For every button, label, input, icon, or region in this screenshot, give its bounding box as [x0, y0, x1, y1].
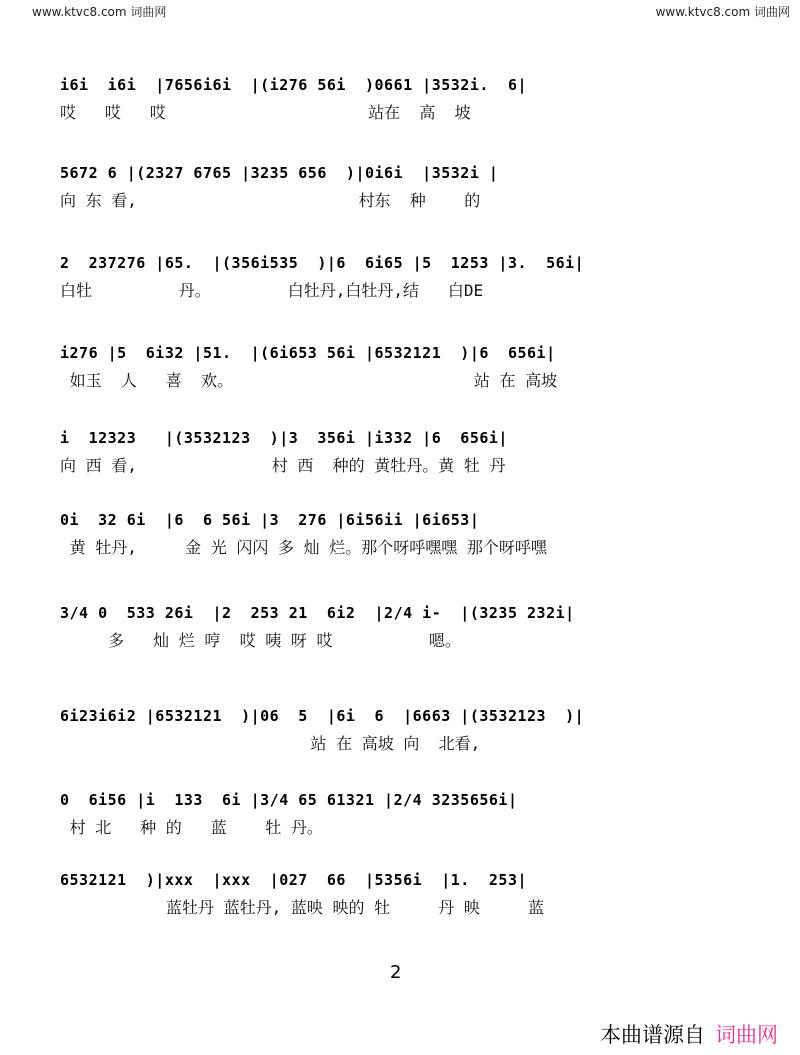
stave-lyrics: 多 灿 烂 哼 哎 咦 呀 哎 嗯。 — [60, 631, 461, 650]
stave-lyrics: 如玉 人 喜 欢。 站 在 高坡 — [60, 371, 558, 390]
stave-lyrics: 黄 牡丹, 金 光 闪闪 多 灿 烂。那个呀呼嘿嘿 那个呀呼嘿 — [60, 538, 547, 557]
footer-source — [600, 1019, 778, 1049]
stave-9 — [60, 787, 730, 839]
stave-notes: i6i i6i |7656i6i |(i276 56i )0661 |3532i. 6| — [60, 76, 528, 94]
stave-3 — [60, 250, 730, 302]
stave-8 — [60, 703, 730, 755]
stave-notes: 2 237276 |65. |(356i535 )|6 6i65 |5 1253 |3. 56i| — [60, 254, 585, 272]
stave-6 — [60, 507, 730, 559]
stave-10 — [60, 867, 730, 919]
header-site-left: www.ktvc8.com 词曲网 — [32, 5, 167, 19]
stave-lyrics: 蓝牡丹 蓝牡丹, 蓝映 映的 牡 丹 映 蓝 — [60, 898, 545, 917]
stave-notes: 6i23i6i2 |6532121 )|06 5 |6i 6 |6663 |(3532123 )| — [60, 707, 585, 725]
stave-lyrics: 向 东 看, 村东 种 的 — [60, 191, 481, 210]
stave-notes: i276 |5 6i32 |51. |(6i653 56i |6532121 )|6 656i| — [60, 344, 556, 362]
stave-lyrics: 站 在 高坡 向 北看, — [60, 734, 481, 753]
stave-notes: 3/4 0 533 26i |2 253 21 6i2 |2/4 i- |(3235 232i| — [60, 604, 575, 622]
stave-4 — [60, 340, 730, 392]
footer-brand[interactable]: 词曲网 — [715, 1023, 778, 1047]
stave-lyrics: 村 北 种 的 蓝 牡 丹。 — [60, 818, 323, 837]
page-number: 2 — [390, 962, 402, 983]
stave-1 — [60, 72, 730, 124]
stave-lyrics: 哎 哎 哎 站在 高 坡 — [60, 103, 471, 122]
stave-lyrics: 向 西 看, 村 西 种的 黄牡丹。黄 牡 丹 — [60, 456, 506, 475]
stave-notes: i 12323 |(3532123 )|3 356i |i332 |6 656i| — [60, 429, 508, 447]
stave-5 — [60, 425, 730, 477]
stave-7 — [60, 600, 730, 652]
footer-label: 本曲谱源自 — [600, 1023, 705, 1047]
stave-notes: 6532121 )|xxx |xxx |027 66 |5356i |1. 253| — [60, 871, 528, 889]
stave-notes: 5672 6 |(2327 6765 |3235 656 )|0i6i |3532i | — [60, 164, 499, 182]
header-site-right: www.ktvc8.com 词曲网 — [655, 5, 790, 19]
stave-2 — [60, 160, 730, 212]
stave-notes: 0i 32 6i |6 6 56i |3 276 |6i56ii |6i653| — [60, 511, 480, 529]
stave-notes: 0 6i56 |i 133 6i |3/4 65 61321 |2/4 3235656i| — [60, 791, 518, 809]
stave-lyrics: 白牡 丹。 白牡丹,白牡丹,结 白DE — [60, 281, 484, 300]
